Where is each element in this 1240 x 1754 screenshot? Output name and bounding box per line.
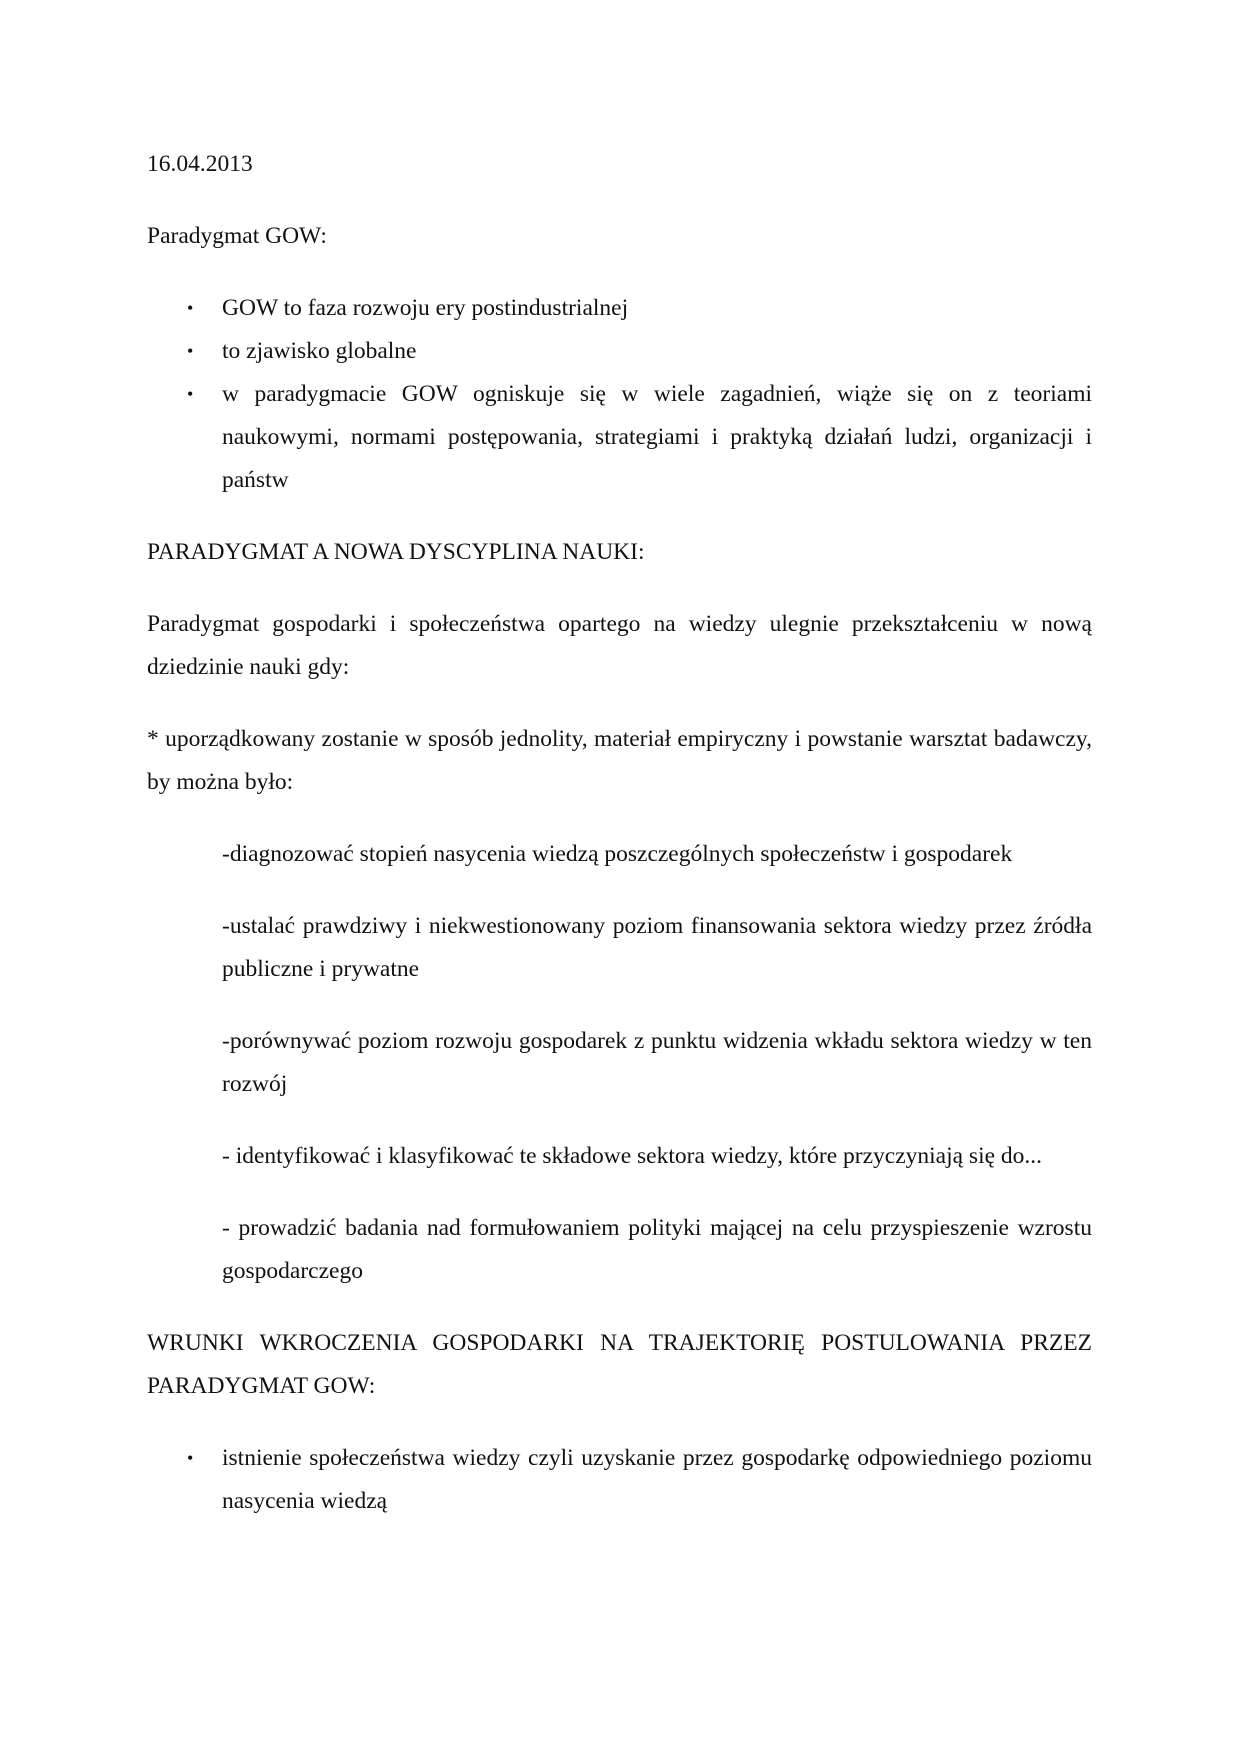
conditions-bullet-list [147, 1437, 1092, 1523]
list-item-text: GOW to faza rozwoju ery postindustrialnej [222, 295, 629, 321]
document-content [147, 143, 1092, 1552]
sub-item: - prowadzić badania nad formułowaniem polityki mającej na celu przyspieszenie wzrostu gospodarczego [222, 1215, 1092, 1284]
list-item [147, 1437, 1092, 1523]
intro-heading: Paradygmat GOW: [147, 223, 327, 249]
list-item [147, 373, 1092, 502]
bullet-icon: • [187, 298, 194, 318]
bullet-icon: • [187, 384, 194, 404]
sub-item: -diagnozować stopień nasycenia wiedzą poszczególnych społeczeństw i gospodarek [222, 841, 1013, 867]
section-paragraph: Paradygmat gospodarki i społeczeństwa opartego na wiedzy ulegnie przekształceniu w nową dziedzinie nauki gdy: [147, 611, 1092, 680]
sub-item: - identyfikować i klasyfikować te składowe sektora wiedzy, które przyczyniają się do... [222, 1143, 1043, 1169]
list-item [147, 330, 1092, 373]
document-date: 16.04.2013 [147, 151, 253, 177]
bullet-icon: • [187, 341, 194, 361]
section-heading-new-discipline: PARADYGMAT A NOWA DYSCYPLINA NAUKI: [147, 539, 645, 565]
bullet-icon: • [187, 1448, 194, 1468]
list-item-text: istnienie społeczeństwa wiedzy czyli uzyskanie przez gospodarkę odpowiedniego poziomu nasycenia wiedzą [222, 1445, 1092, 1514]
section-heading-conditions: WRUNKI WKROCZENIA GOSPODARKI NA TRAJEKTORIĘ POSTULOWANIA PRZEZ PARADYGMAT GOW: [147, 1330, 1092, 1399]
sub-item: -ustalać prawdziwy i niekwestionowany poziom finansowania sektora wiedzy przez źródła publiczne i prywatne [222, 913, 1092, 982]
list-item [147, 287, 1092, 330]
list-item-text: w paradygmacie GOW ogniskuje się w wiele zagadnień, wiąże się on z teoriami naukowymi, normami postępowania, strategiami i praktyką działań ludzi, organizacji i państw [222, 381, 1092, 493]
intro-bullet-list [147, 287, 1092, 502]
list-item-text: to zjawisko globalne [222, 338, 417, 364]
star-item: * uporządkowany zostanie w sposób jednolity, materiał empiryczny i powstanie warsztat badawczy, by można było: [147, 726, 1092, 795]
sub-item: -porównywać poziom rozwoju gospodarek z punktu widzenia wkładu sektora wiedzy w ten rozwój [222, 1028, 1092, 1097]
